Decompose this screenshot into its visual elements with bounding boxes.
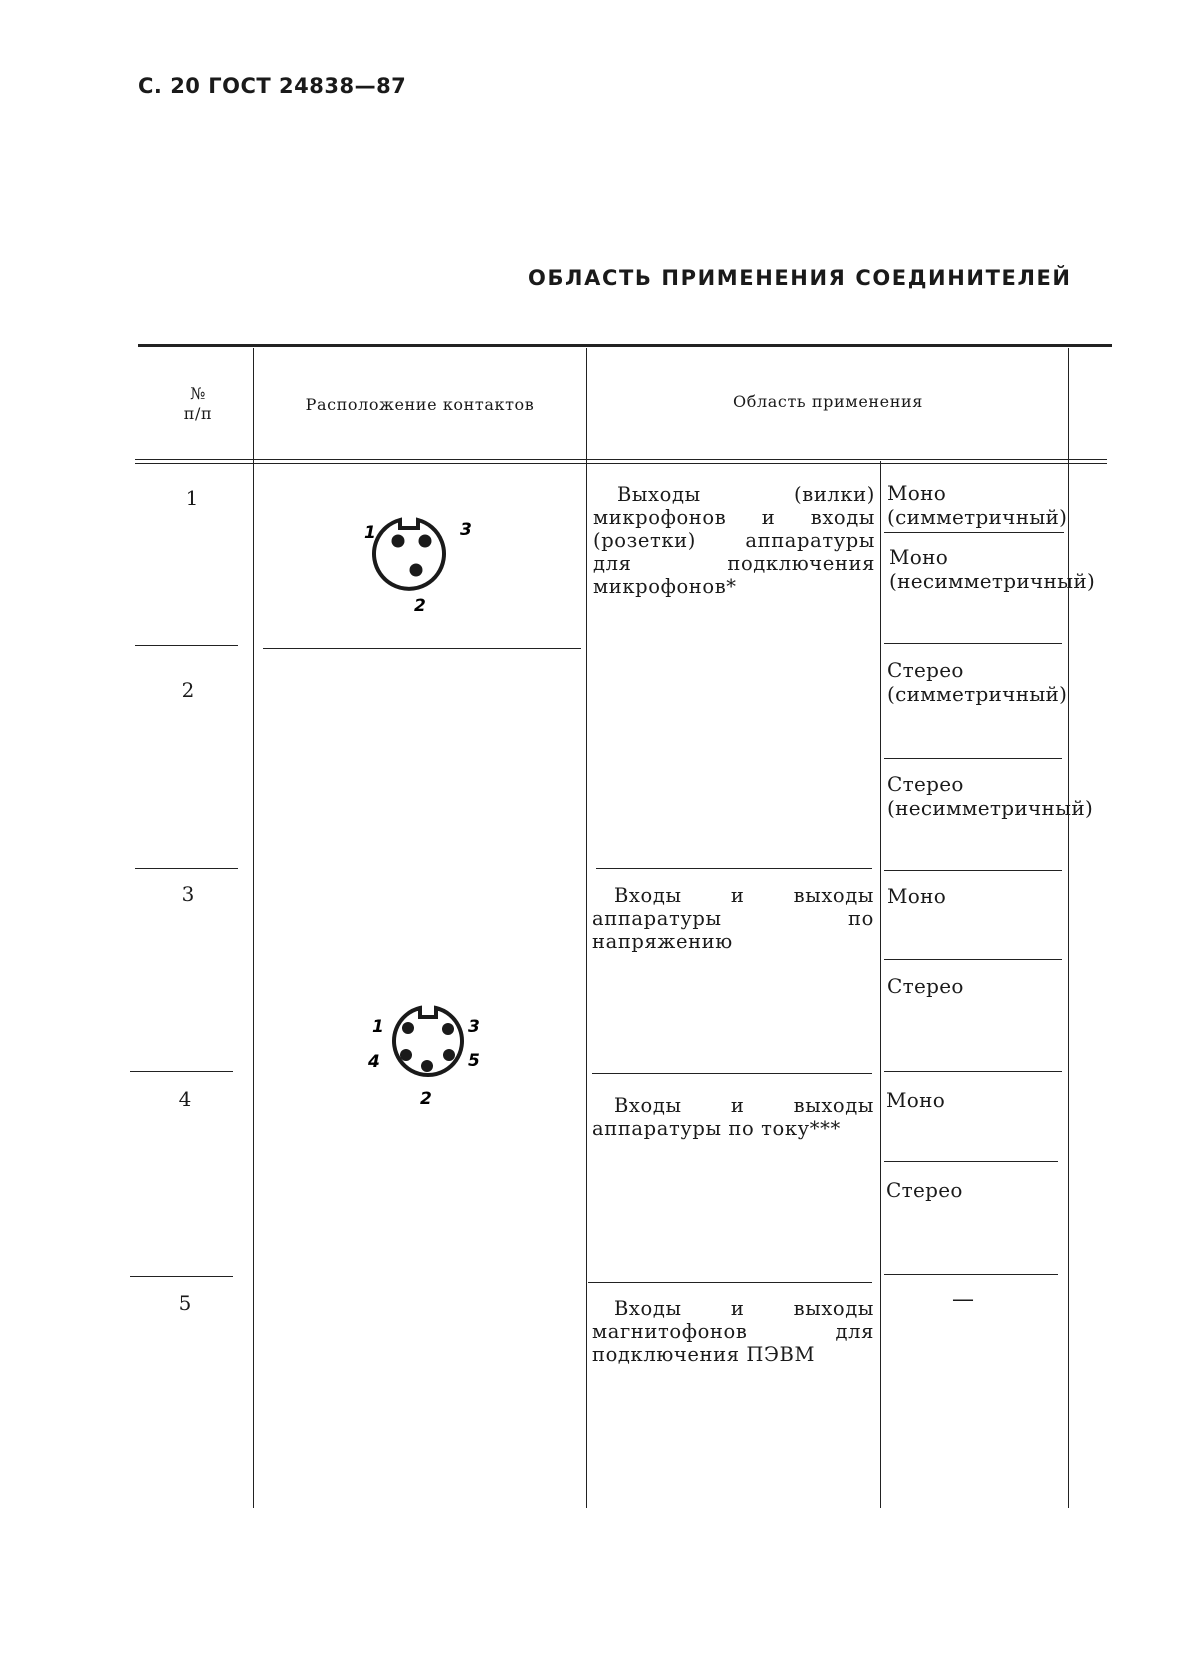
col-divider-right (1068, 348, 1069, 1508)
pin-label: 5 (468, 1051, 480, 1071)
pin (421, 1060, 433, 1072)
col-divider-2 (586, 348, 587, 1508)
pin-label: 2 (420, 1089, 432, 1109)
table-top-rule (138, 344, 1112, 347)
five-pin-connector-icon (360, 998, 490, 1118)
row-sep-1 (135, 645, 238, 646)
pin (419, 535, 432, 548)
mode-cell: Моно (несимметричный) (889, 545, 1096, 593)
pin-label: 1 (364, 523, 376, 543)
pin (400, 1049, 412, 1061)
connector-outline (374, 520, 444, 589)
pin (392, 535, 405, 548)
row-number: 1 (185, 486, 199, 510)
pin (402, 1022, 414, 1034)
mode-cell: Стерео (симметричный) (887, 658, 1068, 706)
header-rule-1 (135, 459, 1107, 460)
pin-label: 3 (460, 520, 472, 540)
pin-label: 2 (414, 596, 426, 616)
usage-text: Входы и выходы аппаратуры по току*** (592, 1094, 874, 1140)
pin (442, 1023, 454, 1035)
page-header: С. 20 ГОСТ 24838—87 (138, 74, 407, 98)
mode-sep-2 (884, 643, 1062, 644)
mode-sep-6 (884, 1071, 1062, 1072)
row-number: 2 (181, 678, 195, 702)
mode-cell: Стерео (несимметричный) (887, 772, 1094, 820)
mode-cell: Моно (887, 884, 947, 908)
page-title: ОБЛАСТЬ ПРИМЕНЕНИЯ СОЕДИНИТЕЛЕЙ (528, 266, 1072, 290)
mode-sep-5 (884, 959, 1062, 960)
pin-label: 4 (368, 1052, 380, 1072)
mode-sep-8 (884, 1274, 1058, 1275)
usage-sep-1 (596, 868, 872, 869)
header-rule-2 (135, 463, 1107, 464)
mode-sep-7 (884, 1161, 1058, 1162)
row-number: 4 (178, 1087, 192, 1111)
row-number: 5 (178, 1291, 192, 1315)
col-header-usage: Область применения (733, 392, 923, 411)
usage-text: Входы и выходы магнитофонов для подключения ПЭВМ (592, 1297, 874, 1366)
pin-label: 3 (468, 1017, 480, 1037)
mode-cell: Стерео (887, 974, 964, 998)
pin-label: 1 (372, 1017, 384, 1037)
mode-sep-1 (884, 532, 1064, 533)
col-header-num (178, 384, 218, 424)
mode-cell: Моно (симметричный) (887, 481, 1068, 529)
mode-sep-4 (884, 870, 1062, 871)
usage-sep-3 (588, 1282, 872, 1283)
col-divider-3 (880, 461, 881, 1508)
pin (410, 564, 423, 577)
row-number: 3 (181, 882, 195, 906)
col-divider-1 (253, 348, 254, 1508)
mode-cell: Моно (886, 1088, 946, 1112)
row-sep-2 (135, 868, 238, 869)
row-sep-4 (130, 1276, 233, 1277)
col-header-num-abbr: п/п (183, 404, 213, 423)
contacts-sep (263, 648, 581, 649)
row-sep-3 (130, 1071, 233, 1072)
usage-sep-2 (592, 1073, 872, 1074)
mode-sep-3 (884, 758, 1062, 759)
mode-cell-empty: — (952, 1287, 974, 1312)
col-header-contacts: Расположение контактов (305, 395, 535, 414)
three-pin-connector-icon (352, 500, 482, 620)
usage-text: Выходы (вилки) микрофонов и входы (розетки) аппаратуры для подключения микрофонов* (593, 483, 875, 598)
mode-cell: Стерео (886, 1178, 963, 1202)
pin (443, 1049, 455, 1061)
usage-text: Входы и выходы аппаратуры по напряжению (592, 884, 874, 953)
col-header-num-symbol: № (190, 384, 206, 403)
